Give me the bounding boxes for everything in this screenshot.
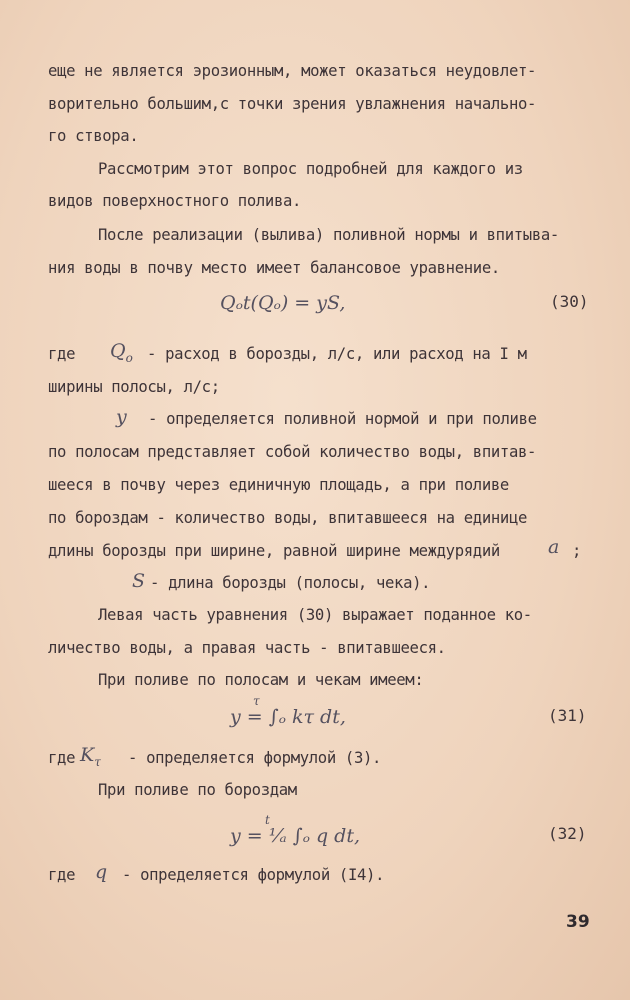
text-line: - расход в борозды, л/с, или расход на I м: [147, 345, 527, 363]
text-line: шееся в почву через единичную площадь, а при поливе: [48, 476, 509, 494]
symbol-q0: $Q_o$: [110, 340, 133, 365]
text-line: ворительно большим,с точки зрения увлажнения начально-: [48, 95, 537, 113]
formula-32: y = ¹⁄ₐ ∫ₒ q dt,: [230, 825, 360, 847]
text-line: - определяется поливной нормой и при поливе: [148, 410, 537, 428]
text-line: по бороздам - количество воды, впитавшееся на единице: [48, 509, 528, 527]
text-line: видов поверхностного полива.: [48, 192, 302, 210]
text-line-end: ;: [572, 542, 582, 560]
formula-30: Qₒt(Qₒ) = yS,: [220, 292, 346, 314]
symbol-y: y: [116, 406, 127, 428]
text-line-where: где: [48, 866, 76, 884]
text-line: по полосам представляет собой количество воды, впитав-: [48, 443, 537, 461]
text-line: При поливе по полосам и чекам имеем:: [98, 671, 424, 689]
text-line: ширины полосы, л/с;: [48, 378, 220, 396]
page-number: 39: [566, 912, 590, 932]
text-line: После реализации (вылива) поливной нормы и впитыва-: [98, 226, 559, 244]
symbol-k-tau: $K_\tau$: [80, 744, 101, 769]
text-line: - определяется формулой (3).: [128, 749, 382, 767]
text-line-where: где: [48, 345, 76, 363]
symbol-a: a: [548, 536, 560, 558]
symbol-s: S: [132, 570, 146, 592]
equation-number-31: (31): [548, 706, 587, 725]
text-line-where: где: [48, 749, 76, 767]
text-line: - длина борозды (полосы, чека).: [150, 574, 431, 592]
text-line: - определяется формулой (I4).: [122, 866, 385, 884]
text-line: еще не является эрозионным, может оказаться неудовлет-: [48, 62, 537, 80]
integral-upper-limit: τ: [253, 694, 260, 708]
equation-number-32: (32): [548, 824, 587, 843]
integral-upper-limit: t: [265, 813, 270, 827]
formula-31: y = ∫ₒ kτ dt,: [230, 706, 346, 728]
text-line: При поливе по бороздам: [98, 781, 297, 799]
text-line: личество воды, а правая часть - впитавшееся.: [48, 639, 446, 657]
text-line: Левая часть уравнения (30) выражает поданное ко-: [98, 606, 532, 624]
text-line: го створа.: [48, 127, 139, 145]
text-line: длины борозды при ширине, равной ширине междурядий: [48, 542, 500, 560]
symbol-q: q: [95, 861, 108, 883]
text-line: ния воды в почву место имеет балансовое уравнение.: [48, 259, 500, 277]
equation-number-30: (30): [550, 292, 589, 311]
text-line: Рассмотрим этот вопрос подробней для каждого из: [98, 160, 523, 178]
